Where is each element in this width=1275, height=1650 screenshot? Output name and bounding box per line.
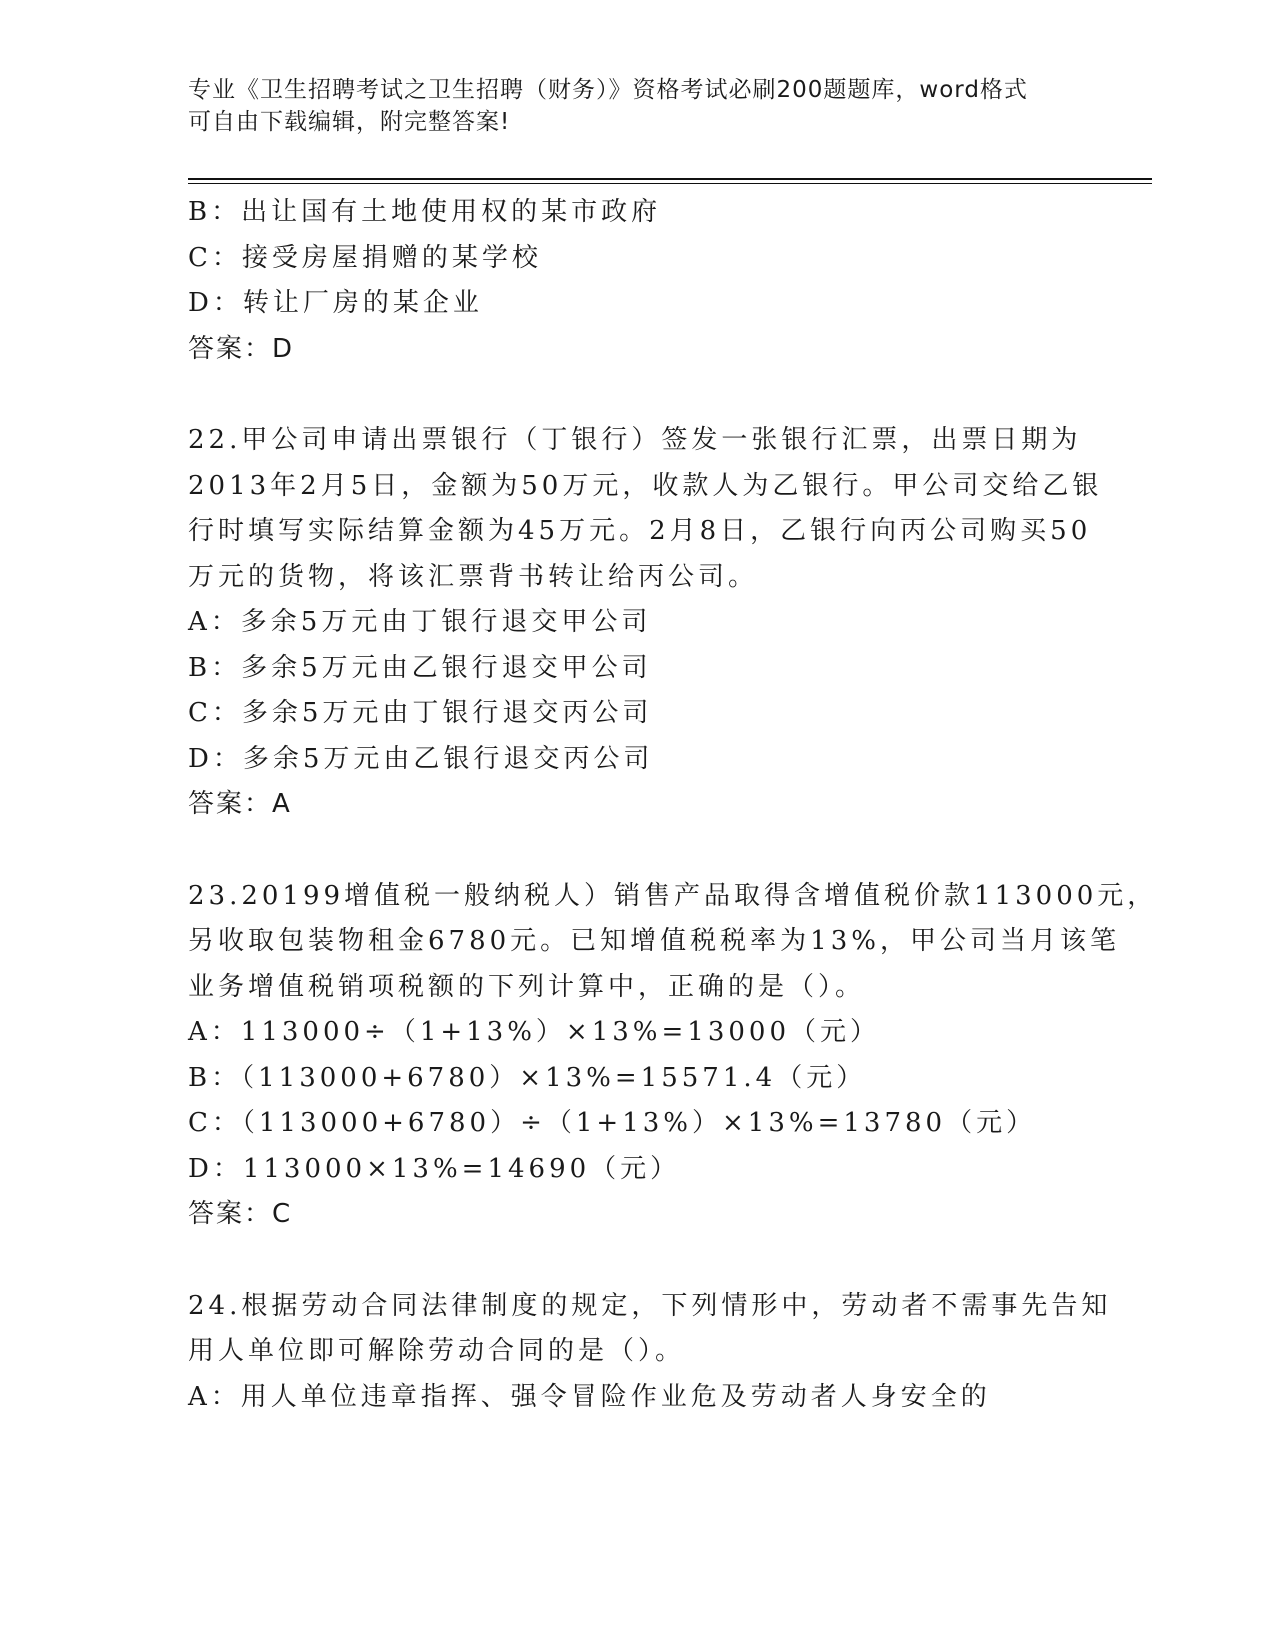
q22-stem-line-3: 行时填写实际结算金额为45万元。2月8日，乙银行向丙公司购买50 bbox=[188, 516, 1092, 546]
q23-option-c: C：（113000+6780）÷（1+13%）×13%=13780（元） bbox=[188, 1108, 1037, 1138]
q21-answer: 答案：D bbox=[188, 333, 295, 364]
q22-option-a: A：多余5万元由丁银行退交甲公司 bbox=[188, 607, 652, 637]
header-rule-thick bbox=[188, 178, 1152, 180]
q23-option-b: B：（113000+6780）×13%=15571.4（元） bbox=[188, 1062, 867, 1093]
q22-option-b: B：多余5万元由乙银行退交甲公司 bbox=[188, 652, 652, 683]
q22-stem-line-1: 22.甲公司申请出票银行（丁银行）签发一张银行汇票，出票日期为 bbox=[188, 425, 1082, 455]
spacer bbox=[188, 1238, 1088, 1284]
q23-answer: 答案：C bbox=[188, 1199, 293, 1229]
spacer bbox=[188, 828, 1088, 874]
header-rule-thin bbox=[188, 183, 1152, 184]
q22-option-d: D：多余5万元由乙银行退交丙公司 bbox=[188, 743, 654, 774]
q23-option-a: A：113000÷（1+13%）×13%=13000（元） bbox=[188, 1017, 880, 1047]
q23-stem-line-2: 另收取包装物租金6780元。已知增值税税率为13%，甲公司当月该笔 bbox=[188, 926, 1120, 956]
q22-stem-line-2: 2013年2月5日，金额为50万元，收款人为乙银行。甲公司交给乙银 bbox=[188, 470, 1103, 501]
spacer bbox=[188, 372, 1088, 418]
q24-stem-line-1: 24.根据劳动合同法律制度的规定，下列情形中，劳动者不需事先告知 bbox=[188, 1290, 1112, 1321]
q23-stem-line-1: 23.20199增值税一般纳税人）销售产品取得含增值税价款113000元， bbox=[188, 880, 1158, 911]
header-line-2: 可自由下载编辑，附完整答案! bbox=[188, 109, 511, 135]
header-line-1: 专业《卫生招聘考试之卫生招聘（财务）》资格考试必刷200题题库，word格式 bbox=[188, 77, 1028, 103]
question-content bbox=[188, 190, 1158, 1420]
q21-option-d: D：转让厂房的某企业 bbox=[188, 288, 483, 318]
q21-option-b: B：出让国有土地使用权的某市政府 bbox=[188, 197, 662, 227]
q23-stem-line-3: 业务增值税销项税额的下列计算中，正确的是（）。 bbox=[188, 971, 866, 1002]
q22-answer: 答案：A bbox=[188, 789, 292, 819]
page-header bbox=[188, 74, 1088, 138]
q21-option-c: C：接受房屋捐赠的某学校 bbox=[188, 242, 542, 273]
q22-option-c: C：多余5万元由丁银行退交丙公司 bbox=[188, 698, 653, 728]
q22-stem-line-4: 万元的货物，将该汇票背书转让给丙公司。 bbox=[188, 561, 759, 592]
q24-option-a: A：用人单位违章指挥、强令冒险作业危及劳动者人身安全的 bbox=[188, 1381, 991, 1412]
q24-stem-line-2: 用人单位即可解除劳动合同的是（）。 bbox=[188, 1336, 686, 1366]
q23-option-d: D：113000×13%=14690（元） bbox=[188, 1153, 681, 1184]
